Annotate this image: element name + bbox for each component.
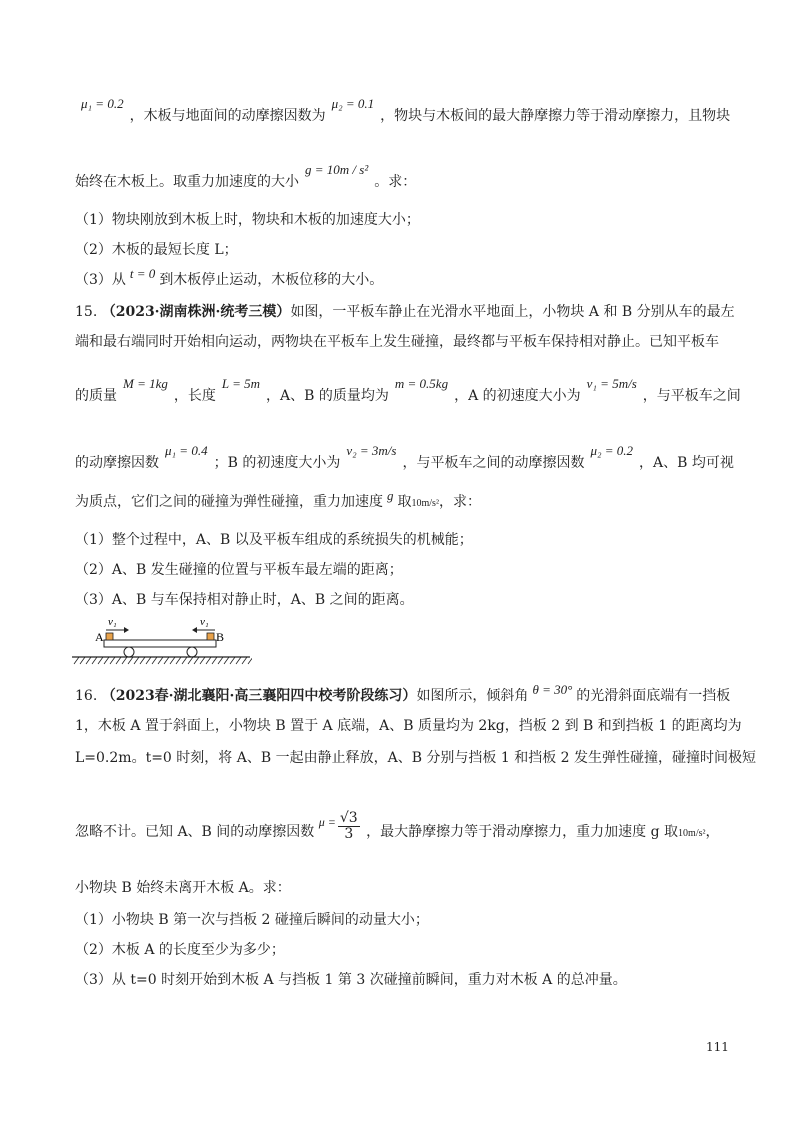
hatch-stroke	[164, 657, 169, 664]
hatch-stroke	[200, 657, 205, 664]
p15-line-5: 为质点，它们之间的碰撞为弹性碰撞，重力加速度 g 取10m/s²，求：	[75, 488, 481, 510]
ground-hatch	[74, 657, 252, 664]
hatch-stroke	[152, 657, 157, 664]
p15-number: 15.	[75, 304, 98, 320]
hatch-stroke	[182, 657, 187, 664]
p16-question-1: （1）小物块 B 第一次与挡板 2 碰撞后瞬间的动量大小；	[75, 912, 429, 928]
hatch-stroke	[188, 657, 193, 664]
arrow-left-head	[192, 627, 197, 633]
block-b	[207, 633, 214, 640]
hatch-stroke	[92, 657, 97, 664]
mu1-formula: μ₁ = 0.2	[81, 96, 124, 111]
cart-wheel-left	[124, 647, 134, 657]
hatch-stroke	[140, 657, 145, 664]
block-a	[106, 633, 113, 640]
hatch-stroke	[128, 657, 133, 664]
hatch-stroke	[158, 657, 163, 664]
cart-platform	[104, 640, 216, 647]
p16-number: 16.	[75, 688, 98, 704]
hatch-stroke	[74, 657, 79, 664]
p14-line-2: 始终在木板上。取重力加速度的大小g = 10m / s²。求：	[75, 162, 417, 190]
p15-question-1: （1）整个过程中，A、B 以及平板车组成的系统损失的机械能；	[75, 532, 473, 548]
hatch-stroke	[176, 657, 181, 664]
hatch-stroke	[170, 657, 175, 664]
p16-line-3: L=0.2m。t=0 时刻，将 A、B 一起由静止释放，A、B 分别与挡板 1 和挡板 2 发生弹性碰撞，碰撞时间极短	[75, 750, 757, 766]
label-v-right: v₁	[200, 616, 209, 628]
p16-line-2: 1，木板 A 置于斜面上，小物块 B 置于 A 底端，A、B 质量均为 2kg，挡板 2 到 B 和到挡板 1 的距离均为	[75, 718, 742, 734]
p16-question-3: （3）从 t=0 时刻开始到木板 A 与挡板 1 第 3 次碰撞前瞬间，重力对木板 A 的总冲量。	[75, 972, 627, 988]
p15-line-1: 15. （2023·湖南株洲·统考三模）如图，一平板车静止在光滑水平地面上，小物块 A 和 B 分别从车的最左	[75, 304, 735, 320]
hatch-stroke	[146, 657, 151, 664]
hatch-stroke	[218, 657, 223, 664]
hatch-stroke	[86, 657, 91, 664]
hatch-stroke	[134, 657, 139, 664]
p14-question-1: （1）物块刚放到木板上时，物块和木板的加速度大小；	[75, 212, 420, 228]
p15-question-3: （3）A、B 与车保持相对静止时，A、B 之间的距离。	[75, 592, 414, 608]
p15-line-2: 端和最右端同时开始相向运动，两物块在平板车上发生碰撞，最终都与平板车保持相对静止。已知平板车	[75, 334, 719, 350]
p14-line-1: μ₁ = 0.2，木板与地面间的动摩擦因数为μ₂ = 0.1，物块与木板间的最大静摩擦力等于滑动摩擦力，且物块	[81, 96, 731, 124]
hatch-stroke	[206, 657, 211, 664]
p15-line-4: 的动摩擦因数μ₁ = 0.4；B 的初速度大小为v₂ = 3m/s，与平板车之间的动摩擦因数μ₂ = 0.2，A、B 均可视	[75, 443, 734, 471]
hatch-stroke	[242, 657, 247, 664]
mu2-formula: μ₂ = 0.1	[331, 96, 375, 111]
hatch-stroke	[212, 657, 217, 664]
hatch-stroke	[122, 657, 127, 664]
hatch-stroke	[230, 657, 235, 664]
p15-line-3: 的质量M = 1kg，长度L = 5m，A、B 的质量均为m = 0.5kg，A 的初速度大小为v₁ = 5m/s，与平板车之间	[75, 376, 741, 404]
p14-question-3: （3）从 t = 0 到木板停止运动，木板位移的大小。	[75, 266, 384, 288]
p16-question-2: （2）木板 A 的长度至少为多少；	[75, 942, 285, 958]
hatch-stroke	[80, 657, 85, 664]
hatch-stroke	[224, 657, 229, 664]
g-formula: g = 10m / s²	[305, 162, 369, 177]
p16-line-1: 16. （2023春·湖北襄阳·高三襄阳四中校考阶段练习）如图所示，倾斜角 θ = 30° 的光滑斜面底端有一挡板	[75, 682, 731, 704]
arrow-right-head	[124, 627, 129, 633]
hatch-stroke	[194, 657, 199, 664]
label-b: B	[216, 630, 225, 644]
label-v-left: v₁	[108, 616, 117, 628]
hatch-stroke	[104, 657, 109, 664]
p16-source: （2023春·湖北襄阳·高三襄阳四中校考阶段练习）	[101, 688, 417, 704]
cart-figure	[72, 614, 252, 670]
p16-line-5: 小物块 B 始终未离开木板 A。求：	[75, 880, 291, 896]
p15-question-2: （2）A、B 发生碰撞的位置与平板车最左端的距离；	[75, 562, 403, 578]
hatch-stroke	[236, 657, 241, 664]
hatch-stroke	[110, 657, 115, 664]
p15-source: （2023·湖南株洲·统考三模）	[101, 304, 291, 320]
p14-question-2: （2）木板的最短长度 L；	[75, 242, 238, 258]
label-a: A	[95, 630, 104, 644]
hatch-stroke	[248, 657, 252, 664]
p16-line-4: 忽略不计。已知 A、B 间的动摩擦因数 μ = $\frac{√3}{3}$ ，最大静摩擦力等于滑动摩擦力，重力加速度 g 取10m/s²，	[75, 809, 720, 842]
t-formula: t = 0	[129, 266, 156, 281]
hatch-stroke	[98, 657, 103, 664]
mu-fraction: $\frac{√3}{3}$	[339, 809, 358, 842]
page-number: 111	[706, 1040, 729, 1054]
hatch-stroke	[116, 657, 121, 664]
cart-wheel-right	[187, 647, 197, 657]
